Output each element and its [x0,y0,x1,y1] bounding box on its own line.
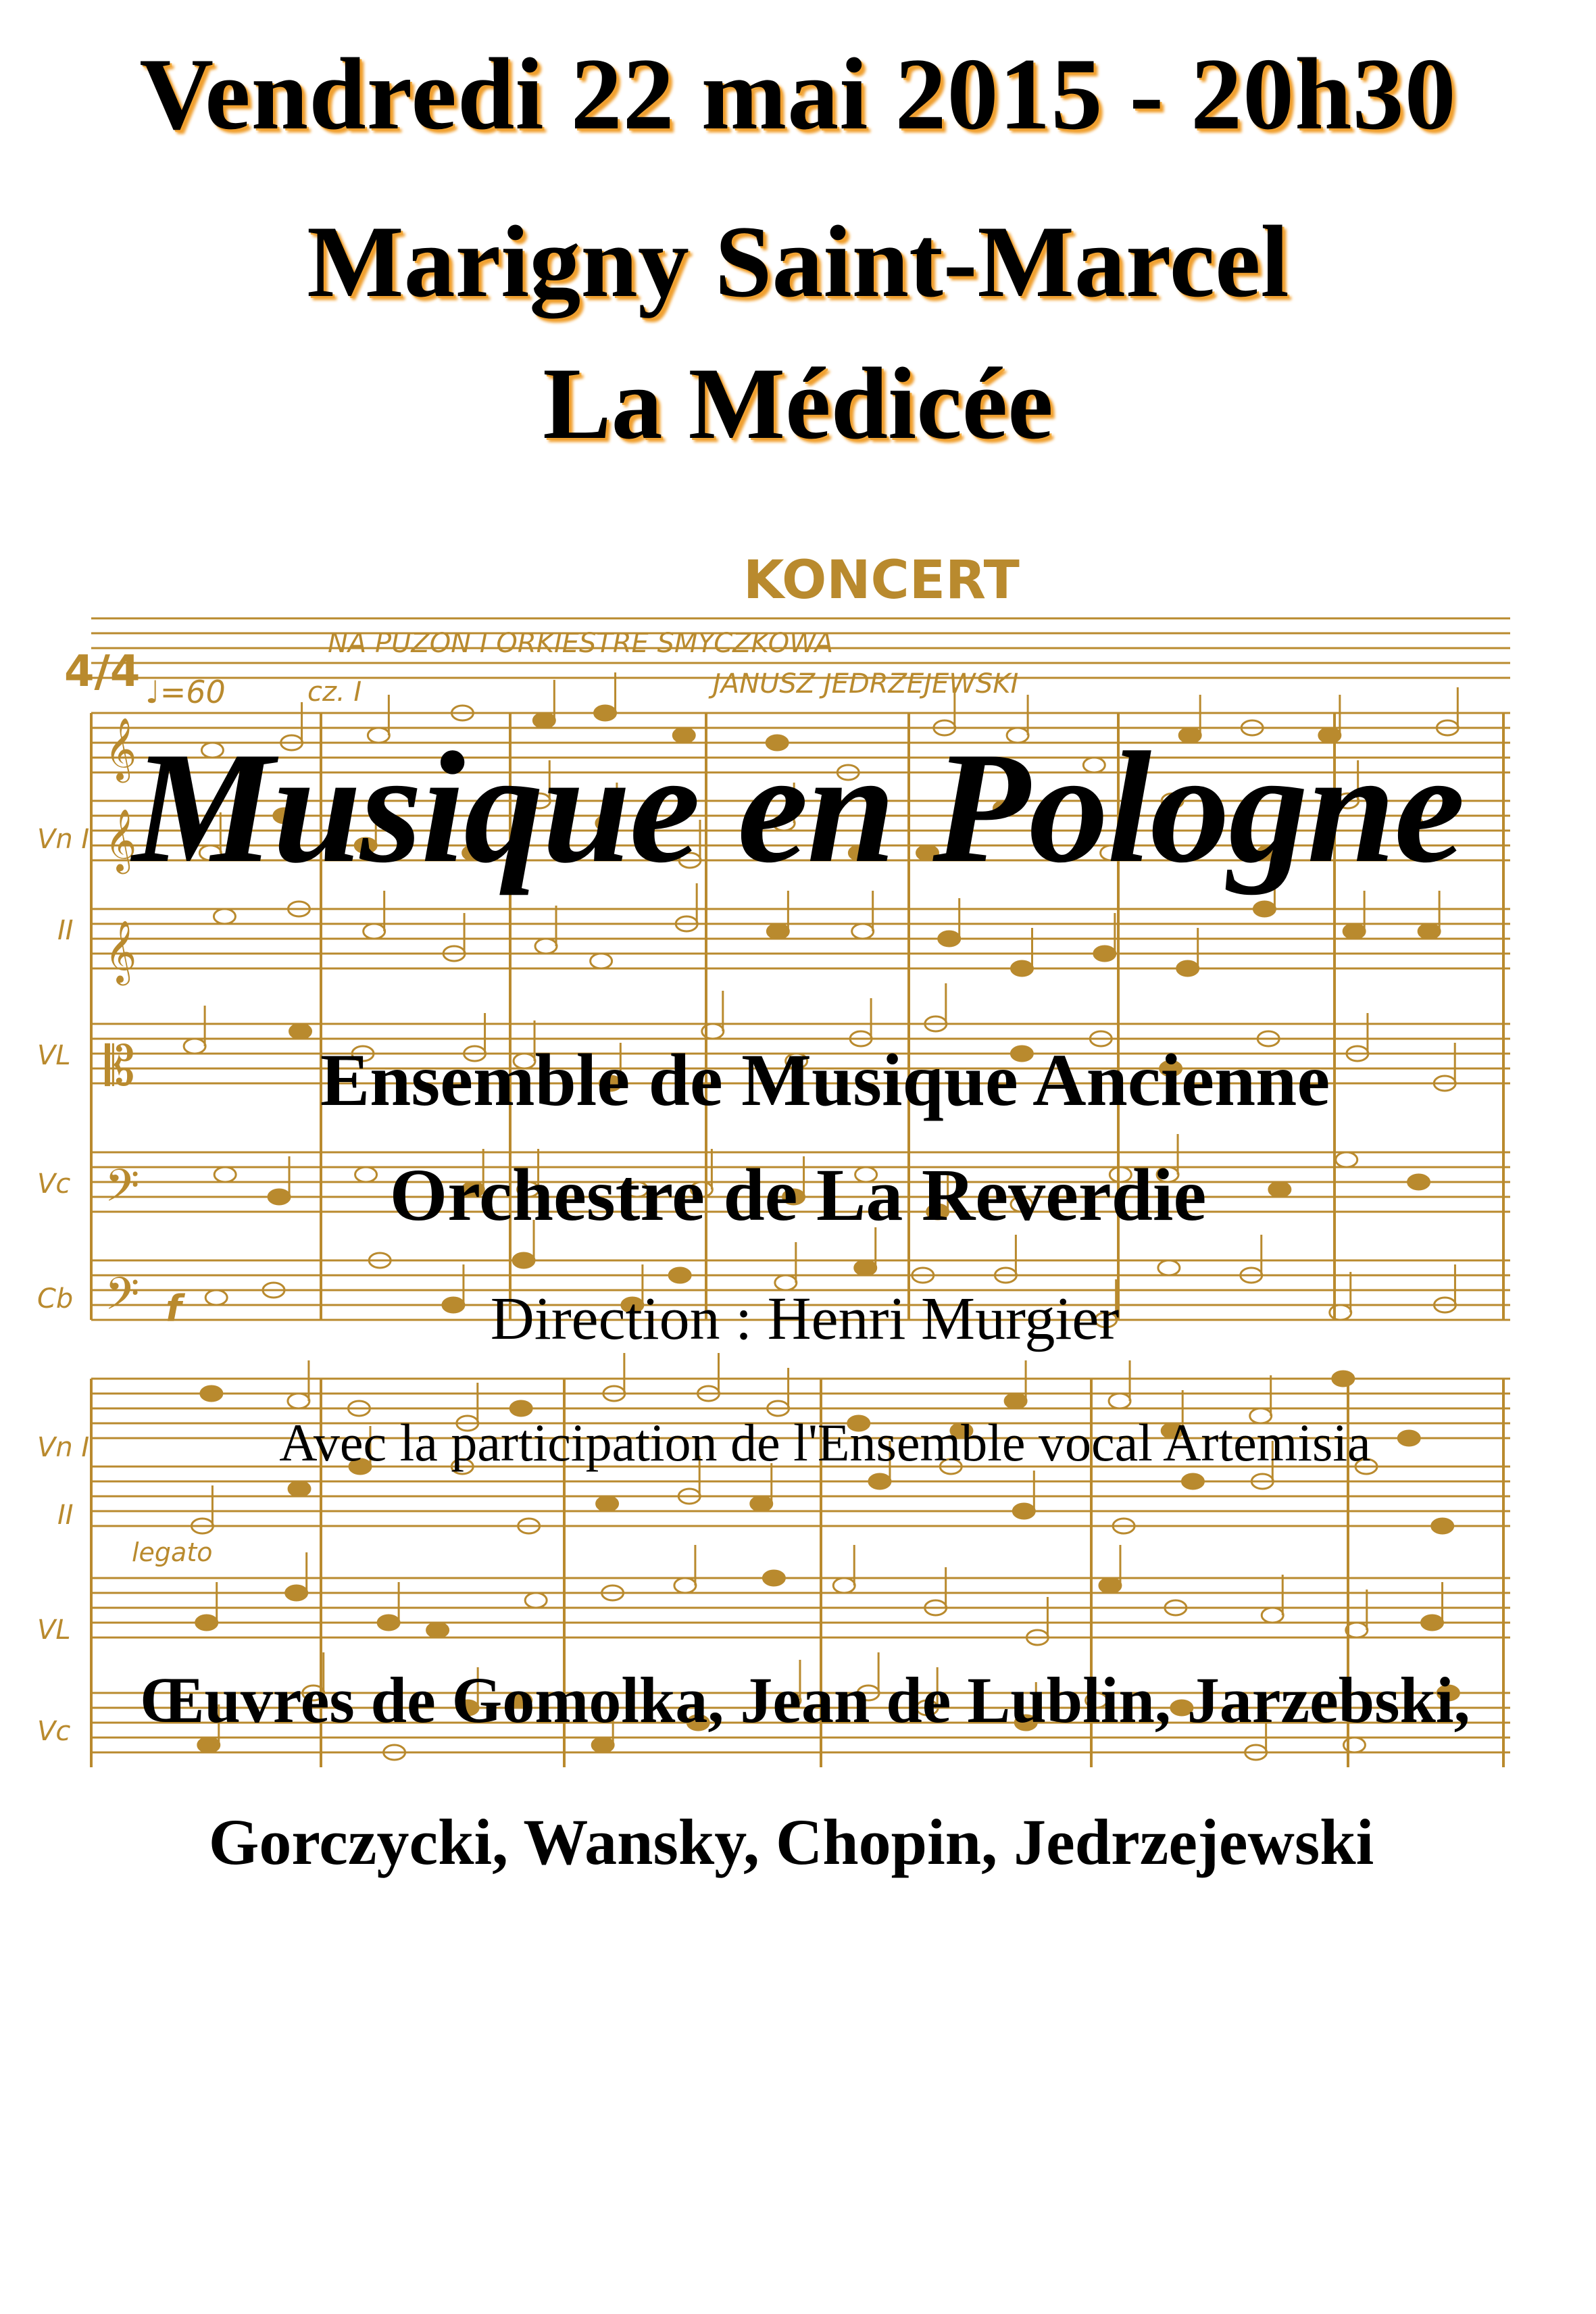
instrument-label: VL [37,1615,71,1646]
note-head [364,924,385,939]
instrument-label: II [57,1500,74,1531]
event-date-time: Vendredi 22 mai 2015 - 20h30 [139,37,1457,151]
note-head [378,1615,399,1630]
instrument-label: II [57,915,74,946]
note-head [1343,924,1365,939]
orchestra-name: Orchestre de La Reverdie [389,1154,1207,1236]
treble-clef-icon: 𝄞 [105,717,137,780]
note-head [767,924,789,939]
score-dynamic: f [166,1287,182,1330]
note-head [196,1615,218,1630]
note-head [1012,961,1033,976]
participation-credit: Avec la participation de l'Ensemble vocal Artemisia [279,1413,1371,1472]
note-head [1253,902,1275,916]
note-head [535,939,557,954]
note-head [939,931,960,946]
note-head [201,1386,222,1401]
note-head [427,1623,449,1638]
note-head [1005,1394,1026,1408]
event-town: Marigny Saint-Marcel [307,205,1289,318]
instrument-label: Vn I [37,824,90,855]
note-head [1262,1608,1283,1623]
note-head [1158,1260,1180,1275]
bass-clef-icon: 𝄢 [105,1268,140,1331]
event-venue: La Médicée [543,347,1053,460]
score-movement: cz. I [307,676,362,708]
score-composer: JANUSZ JEDRZEJEWSKI [713,668,1019,699]
instrument-label: Vc [37,1716,71,1747]
instrument-label: VL [37,1040,71,1071]
note-head [669,1268,691,1283]
note-head [286,1585,307,1600]
instrument-label: Cb [37,1283,74,1314]
score-tempo: ♩=60 [145,674,226,710]
score-header-title: KONCERT [743,551,1020,611]
note-head [1422,1615,1443,1630]
works-list-line-1: Œuvres de Gomolka, Jean de Lublin, Jarzebski, [139,1664,1470,1736]
note-head [597,1496,618,1511]
note-head [1182,1474,1203,1489]
concert-title: Musique en Pologne [132,720,1464,896]
instrument-label: Vn I [37,1432,90,1463]
note-head [1418,924,1440,939]
note-head [1013,1504,1034,1519]
note-head [1099,1578,1121,1593]
note-head [833,1578,855,1593]
note-head [290,1024,311,1039]
bass-clef-icon: 𝄢 [105,1160,140,1223]
note-head [1094,946,1116,961]
note-head [1177,961,1199,976]
note-head [198,1738,220,1752]
note-head [592,1738,614,1752]
instrument-label: Vc [37,1168,71,1200]
note-head [214,909,235,924]
note-head [513,1253,534,1268]
score-articulation: legato [132,1537,213,1567]
score-time-signature: 4/4 [64,647,141,697]
note-head [869,1474,891,1489]
works-list-line-2: Gorczycki, Wansky, Chopin, Jedrzejewski [208,1806,1374,1878]
note-head [1332,1371,1354,1386]
ensemble-name: Ensemble de Musique Ancienne [320,1039,1330,1121]
note-head [591,954,612,968]
note-head [763,1571,784,1585]
note-head [852,924,874,939]
score-subtitle: NA PUZON I ORKIESTRE SMYCZKOWA [328,628,834,659]
note-head [1109,1394,1130,1408]
note-head [1432,1519,1453,1533]
conductor-credit: Direction : Henri Murgier [490,1285,1120,1352]
note-head [289,1481,310,1496]
note-head [674,1578,696,1593]
note-head [855,1260,876,1275]
alto-clef-icon: 𝄡 [105,1035,135,1098]
note-head [288,1394,309,1408]
treble-clef-icon: 𝄞 [105,808,137,871]
note-head [525,1593,547,1608]
note-head [751,1496,772,1511]
treble-clef-icon: 𝄞 [105,920,137,983]
